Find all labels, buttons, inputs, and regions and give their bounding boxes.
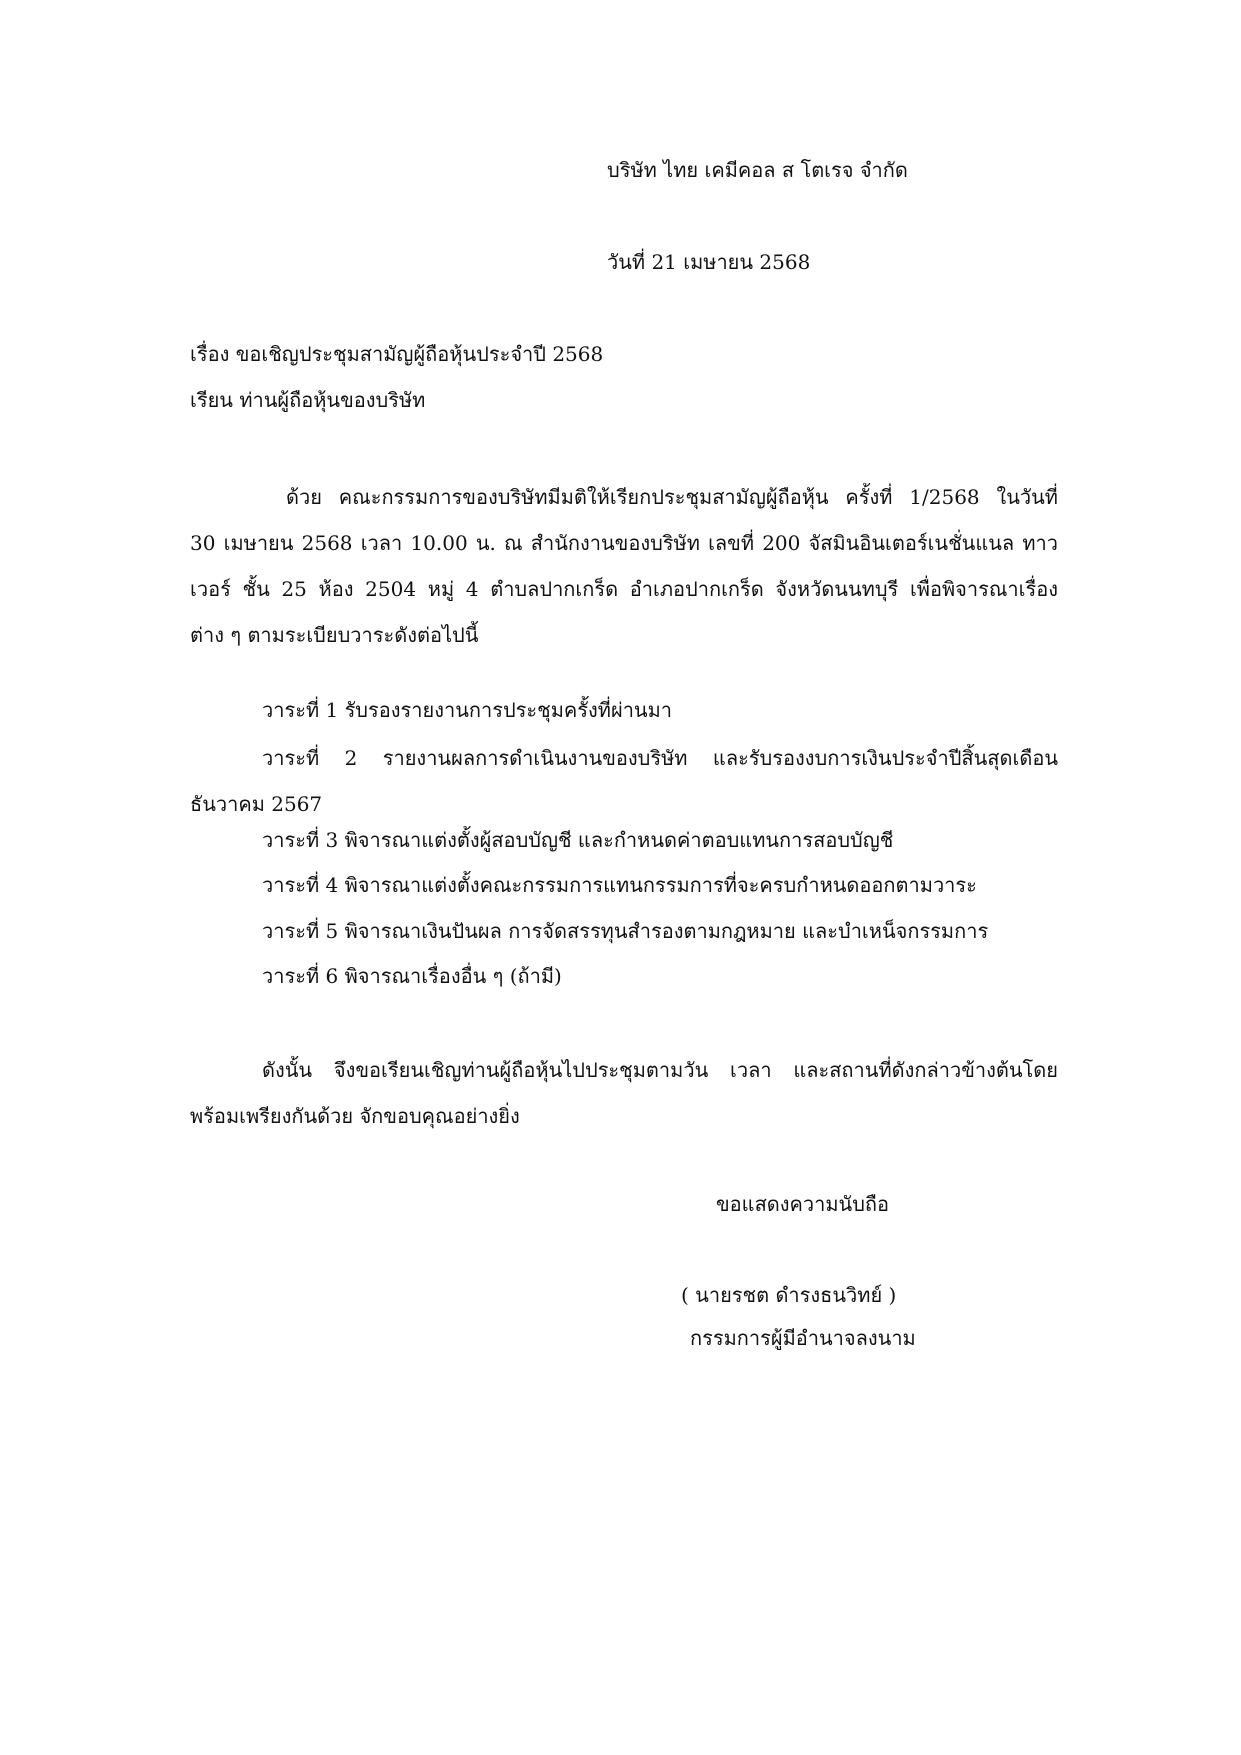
closing-line: ดังนั้น จึงขอเรียนเชิญท่านผู้ถือหุ้นไปประชุมตามวัน เวลา และสถานที่ดังกล่าวข้างต้นโดย: [262, 1058, 1058, 1082]
letter-subject: เรื่อง ขอเชิญประชุมสามัญผู้ถือหุ้นประจำปี 2568: [190, 342, 604, 366]
signatory-name: ( นายรชต ดำรงธนวิทย์ ): [681, 1283, 897, 1307]
intro-paragraph: [190, 474, 1058, 658]
closing-paragraph: [190, 1047, 1058, 1139]
company-name: บริษัท ไทย เคมีคอล ส โตเรจ จำกัด: [607, 158, 908, 182]
agenda-item-2-line: ธันวาคม 2567: [190, 792, 323, 816]
agenda-item-6: วาระที่ 6 พิจารณาเรื่องอื่น ๆ (ถ้ามี): [262, 964, 562, 988]
agenda-item-2: [190, 735, 1058, 827]
closing-line: พร้อมเพรียงกันด้วย จักขอบคุณอย่างยิ่ง: [190, 1104, 520, 1128]
agenda-item-4: วาระที่ 4 พิจารณาแต่งตั้งคณะกรรมการแทนกรรมการที่จะครบกำหนดออกตามวาระ: [262, 873, 977, 897]
agenda-item-3: วาระที่ 3 พิจารณาแต่งตั้งผู้สอบบัญชี และกำหนดค่าตอบแทนการสอบบัญชี: [262, 828, 894, 852]
intro-line: ด้วย คณะกรรมการของบริษัทมีมติให้เรียกประชุมสามัญผู้ถือหุ้น ครั้งที่ 1/2568 ในวันที่: [286, 485, 1058, 509]
intro-line: ต่าง ๆ ตามระเบียบวาระดังต่อไปนี้: [190, 623, 479, 647]
intro-line: 30 เมษายน 2568 เวลา 10.00 น. ณ สำนักงานของบริษัท เลขที่ 200 จัสมินอินเตอร์เนชั่นแนล ทาว: [190, 531, 1058, 555]
agenda-item-2-line: วาระที่ 2 รายงานผลการดำเนินงานของบริษัท และรับรองงบการเงินประจำปีสิ้นสุดเดือน: [262, 746, 1058, 770]
agenda-item-1: วาระที่ 1 รับรองรายงานการประชุมครั้งที่ผ่านมา: [262, 698, 673, 722]
intro-line: เวอร์ ชั้น 25 ห้อง 2504 หมู่ 4 ตำบลปากเกร็ด อำเภอปากเกร็ด จังหวัดนนทบุรี เพื่อพิจารณาเรื่อง: [190, 577, 1058, 601]
agenda-item-5: วาระที่ 5 พิจารณาเงินปันผล การจัดสรรทุนสำรองตามกฎหมาย และบำเหน็จกรรมการ: [262, 919, 989, 943]
closing-salutation: ขอแสดงความนับถือ: [716, 1192, 890, 1216]
signatory-title: กรรมการผู้มีอำนาจลงนาม: [690, 1326, 916, 1350]
letter-recipient: เรียน ท่านผู้ถือหุ้นของบริษัท: [190, 388, 426, 412]
letter-date: วันที่ 21 เมษายน 2568: [607, 250, 811, 274]
